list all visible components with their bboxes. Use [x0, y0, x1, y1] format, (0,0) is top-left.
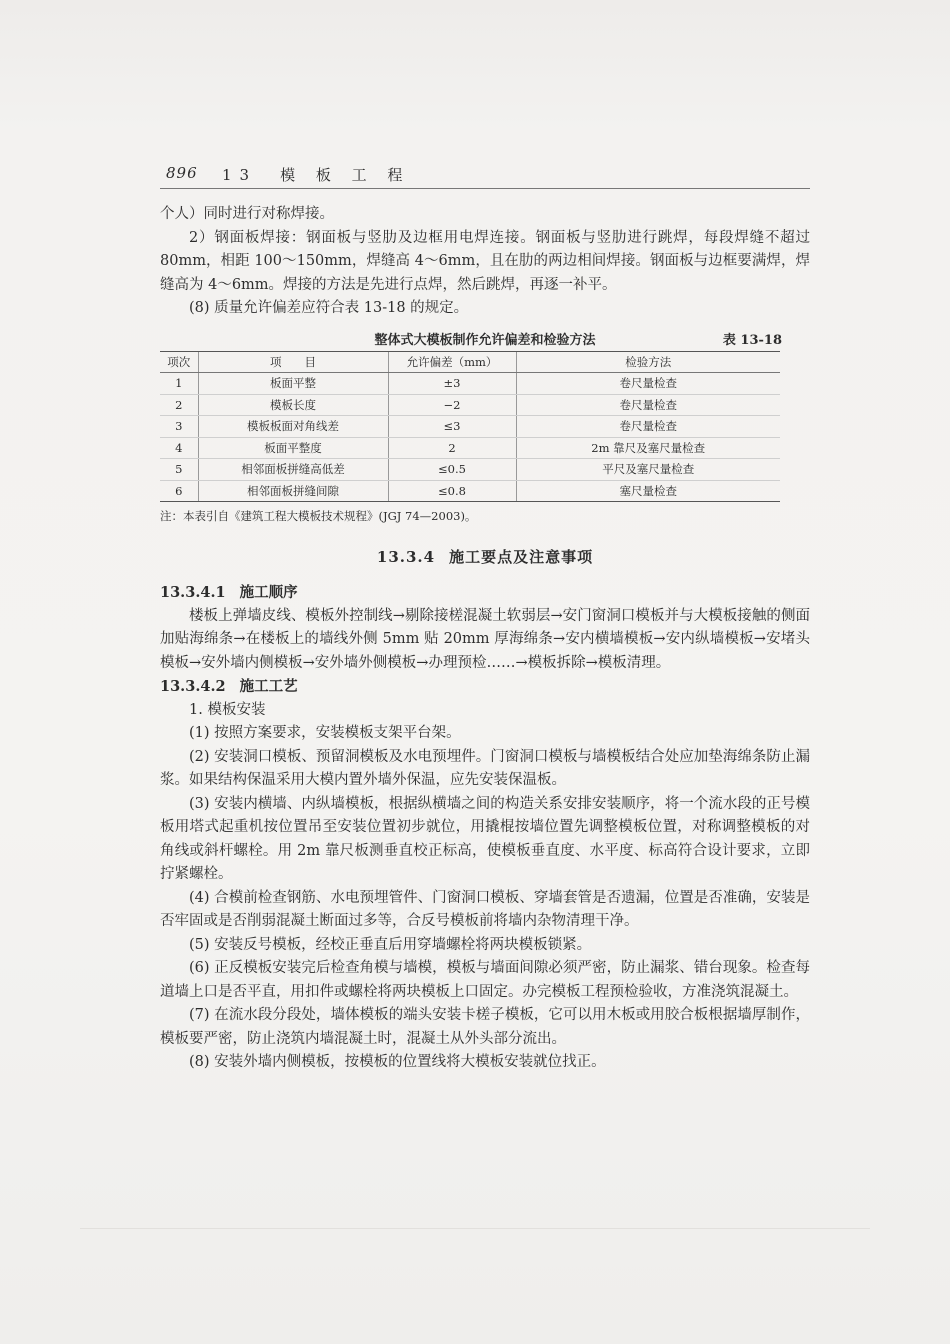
paragraph: (1) 按照方案要求，安装模板支架平台架。 — [189, 725, 461, 741]
table-row — [160, 373, 780, 395]
table-cell: ±3 — [388, 373, 516, 395]
table-cell: ≤0.5 — [388, 459, 516, 481]
paragraph: (6) 正反模板安装完后检查角模与墙模，模板与墙面间隙必须严密，防止漏浆、错台现象。检查每道墙上口是否平直，用扣件或螺栓将两块模板上口固定。办完模板工程预检验收，方准浇筑混凝土。 — [160, 960, 810, 1000]
table-cell: 卷尺量检查 — [516, 416, 780, 438]
table-row — [160, 437, 780, 459]
table-cell: 相邻面板拼缝高低差 — [198, 459, 388, 481]
table-cell: 5 — [160, 459, 198, 481]
table-cell: ≤0.8 — [388, 480, 516, 502]
column-header: 项 目 — [198, 351, 388, 373]
table-cell: 4 — [160, 437, 198, 459]
item-title: 1. 模板安装 — [189, 701, 266, 718]
chapter-title: 13 模 板 工 程 — [222, 166, 411, 184]
table-row — [160, 394, 780, 416]
paragraph: (3) 安装内横墙、内纵墙模板，根据纵横墙之间的构造关系安排安装顺序，将一个流水段的正号模板用塔式起重机按位置吊至安装位置初步就位，用撬棍按墙位置先调整模板位置，对称调整模板的对角线或斜杆螺栓。用 2m 靠尺板测垂直校正标高，使模板垂直度、水平度、标高符合设计要求，立即拧紧螺栓。 — [160, 795, 810, 882]
table-row — [160, 480, 780, 502]
table-note: 注：本表引自《建筑工程大模板技术规程》(JGJ 74—2003)。 — [160, 509, 477, 523]
table-cell: 1 — [160, 373, 198, 395]
paragraph: (8) 质量允许偏差应符合表 13-18 的规定。 — [189, 300, 469, 316]
table-cell: 卷尺量检查 — [516, 394, 780, 416]
table-cell: 平尺及塞尺量检查 — [516, 459, 780, 481]
table-row — [160, 459, 780, 481]
subsection-number: 13.3.4.1 — [160, 584, 226, 601]
table-number: 表 13-18 — [722, 332, 782, 348]
table-cell: −2 — [388, 394, 516, 416]
page-content — [160, 203, 810, 1075]
tolerance-table — [160, 351, 780, 503]
paragraph: (8) 安装外墙内侧模板，按模板的位置线将大模板安装就位找正。 — [189, 1054, 606, 1070]
page-number: 896 — [166, 164, 198, 182]
section-number: 13.3.4 — [376, 548, 436, 566]
paragraph: (7) 在流水段分段处，墙体模板的端头安装卡槎子模板，它可以用木板或用胶合板根据墙厚制作，模板要严密，防止浇筑内墙混凝土时，混凝土从外头部分流出。 — [160, 1007, 810, 1047]
column-header: 项次 — [160, 351, 198, 373]
page-header — [160, 160, 810, 189]
subsection-number: 13.3.4.2 — [160, 678, 226, 695]
table-cell: 相邻面板拼缝间隙 — [198, 480, 388, 502]
table-cell: 卷尺量检查 — [516, 373, 780, 395]
table-cell: 2 — [160, 394, 198, 416]
subsection-heading — [160, 581, 810, 605]
column-header: 允许偏差（mm） — [388, 351, 516, 373]
page-edge-divider — [80, 1228, 870, 1229]
table-cell: 6 — [160, 480, 198, 502]
paragraph: 楼板上弹墙皮线、模板外控制线→剔除接槎混凝土软弱层→安门窗洞口模板并与大模板接触的侧面加贴海绵条→在楼板上的墙线外侧 5mm 贴 20mm 厚海绵条→安内横墙模板→安内纵墙模板→安堵头模板→安外墙内侧模板→安外墙外侧模板→办理预检……→模板拆除→模板清理。 — [160, 607, 810, 671]
table-cell: 模板板面对角线差 — [198, 416, 388, 438]
subsection-title: 施工顺序 — [239, 584, 298, 601]
table-caption — [160, 325, 810, 351]
table-row — [160, 416, 780, 438]
table-cell: 板面平整 — [198, 373, 388, 395]
subsection-title: 施工工艺 — [239, 678, 298, 695]
table-cell: 3 — [160, 416, 198, 438]
section-title: 施工要点及注意事项 — [449, 548, 594, 566]
paragraph: 2）钢面板焊接：钢面板与竖肋及边框用电焊连接。钢面板与竖肋进行跳焊，每段焊缝不超过 80mm，相距 100～150mm，焊缝高 4～6mm，且在肋的两边相间焊接。钢面板与边框要满焊，焊缝高为 4～6mm。焊接的方法是先进行点焊，然后跳焊，再逐一补平。 — [160, 229, 810, 293]
section-heading — [160, 546, 810, 567]
table-cell: ≤3 — [388, 416, 516, 438]
paragraph: (4) 合模前检查钢筋、水电预埋管件、门窗洞口模板、穿墙套管是否遗漏，位置是否准确，安装是否牢固或是否削弱混凝土断面过多等，合反号模板前将墙内杂物清理干净。 — [160, 889, 810, 929]
table-header-row — [160, 351, 780, 373]
subsection-heading — [160, 675, 810, 699]
paragraph: (2) 安装洞口模板、预留洞模板及水电预埋件。门窗洞口模板与墙模板结合处应加垫海绵条防止漏浆。如果结构保温采用大模内置外墙外保温，应先安装保温板。 — [160, 748, 810, 788]
table-cell: 2 — [388, 437, 516, 459]
table-cell: 塞尺量检查 — [516, 480, 780, 502]
table-title: 整体式大模板制作允许偏差和检验方法 — [374, 332, 596, 348]
paragraph: (5) 安装反号模板，经校正垂直后用穿墙螺栓将两块模板锁紧。 — [189, 936, 592, 953]
table-cell: 2m 靠尺及塞尺量检查 — [516, 437, 780, 459]
table-cell: 模板长度 — [198, 394, 388, 416]
column-header: 检验方法 — [516, 351, 780, 373]
paragraph: 个人）同时进行对称焊接。 — [160, 206, 334, 222]
table-cell: 板面平整度 — [198, 437, 388, 459]
